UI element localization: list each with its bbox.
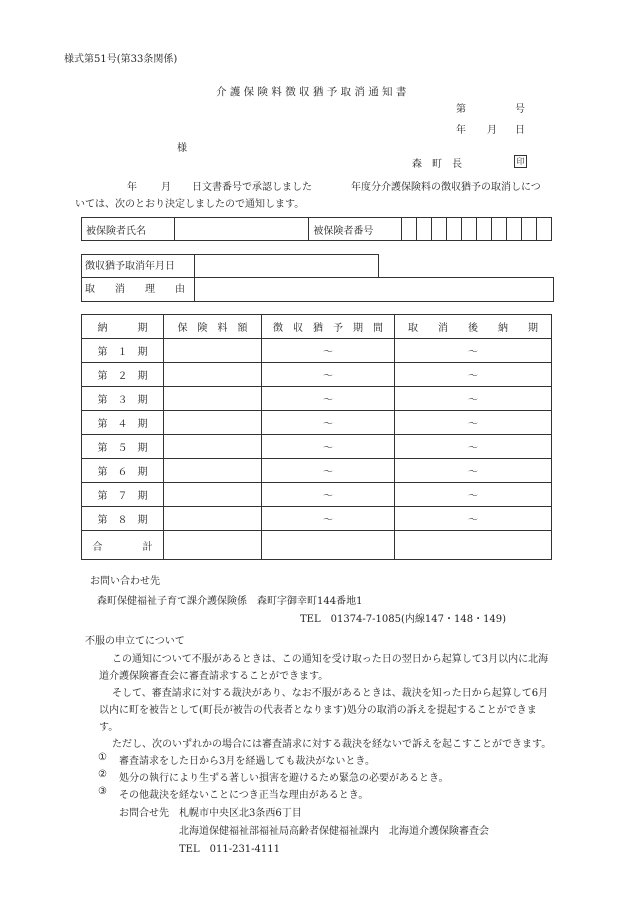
insured-number-digit[interactable]: [402, 218, 417, 241]
addressee-suffix: 様: [177, 143, 187, 154]
appeal-item-number: ②: [98, 769, 107, 780]
deferral-cell: ～: [262, 435, 395, 459]
insured-number-digit[interactable]: [417, 218, 432, 241]
appeal-line: ただし、次のいずれかの場合には審査請求に対する裁決を経ないで訴えを起こすことができます。: [112, 739, 552, 750]
appeal-item-text: 処分の執行により生ずる著しい損害を避けるため緊急の必要があるとき。: [119, 773, 449, 784]
date-day: 日: [515, 125, 525, 136]
insured-number-digit[interactable]: [432, 218, 447, 241]
appeal-item-number: ③: [98, 786, 107, 797]
premium-cell[interactable]: [164, 483, 262, 507]
deferral-cell: ～: [262, 507, 395, 531]
appeal-line: 以内に町を被告として(町長が被告の代表者となります)処分の取消の訴えを提起することができま: [99, 705, 537, 716]
insured-number-digit[interactable]: [506, 218, 521, 241]
appeal-line: す。: [99, 722, 119, 733]
premium-cell[interactable]: [164, 507, 262, 531]
table-row: [82, 459, 552, 483]
cancel-date-label: 徴収猶予取消年月日: [82, 255, 195, 278]
header-premium: 保 険 料 額: [164, 315, 262, 339]
appeal-line: 道介護保険審査会に審査請求することができます。: [99, 671, 329, 682]
new-due-cell: ～: [395, 363, 552, 387]
premium-cell[interactable]: [164, 435, 262, 459]
cancel-reason-label: 取 消 理 由: [82, 278, 195, 301]
seal-mark: [512, 155, 527, 168]
appeal-item-text: その他裁決を経ないことにつき正当な理由があるとき。: [119, 790, 369, 801]
inquiry-line: 北海道保健福祉部福祉局高齢者保健福祉課内 北海道介護保険審査会: [179, 826, 489, 837]
insured-name-label: 被保険者氏名: [82, 218, 175, 241]
issuer-name: 森 町 長: [412, 159, 462, 170]
deferral-cell: ～: [262, 411, 395, 435]
total-label: 合 計: [82, 531, 164, 560]
insured-number-digit[interactable]: [536, 218, 551, 241]
premium-cell[interactable]: [164, 339, 262, 363]
total-row: [82, 531, 552, 560]
body-text2: 年度分介護保険料の徴収猶予の取消しにつ: [351, 182, 541, 193]
insured-number-label: 被保険者番号: [309, 218, 402, 241]
doc-no-prefix: 第: [456, 104, 466, 115]
period-cell: 第 １ 期: [82, 339, 164, 363]
inquiry-line: TEL 011-231-4111: [179, 844, 280, 855]
insured-number-digit[interactable]: [447, 218, 462, 241]
table-row: [82, 411, 552, 435]
date-month: 月: [487, 125, 497, 136]
insured-name-field[interactable]: [174, 218, 309, 241]
body-month: 月: [161, 182, 171, 193]
form-number: 様式第51号(第33条関係): [64, 54, 178, 65]
table-row: [82, 339, 552, 363]
period-cell: 第 ５ 期: [82, 435, 164, 459]
header-period: 納 期: [82, 315, 164, 339]
deferral-cell: ～: [262, 339, 395, 363]
premium-cell[interactable]: [164, 387, 262, 411]
body-line2: いては、次のとおり決定しましたので通知します。: [75, 199, 305, 210]
period-cell: 第 ８ 期: [82, 507, 164, 531]
seal-icon: 印: [514, 155, 527, 168]
inquiry-line: 札幌市中央区北3条西6丁目: [179, 808, 302, 819]
header-deferral-period: 徴 収 猶 予 期 間: [262, 315, 395, 339]
period-cell: 第 ６ 期: [82, 459, 164, 483]
period-cell: 第 ３ 期: [82, 387, 164, 411]
deferral-cell: ～: [262, 459, 395, 483]
deferral-cell: ～: [262, 363, 395, 387]
contact-line2: TEL 01374-7-1085(内線147・148・149): [300, 614, 507, 625]
new-due-cell: ～: [395, 339, 552, 363]
insured-number-digit[interactable]: [462, 218, 477, 241]
deferral-cell: ～: [262, 483, 395, 507]
insured-number-digit[interactable]: [521, 218, 536, 241]
insured-number-digit[interactable]: [491, 218, 506, 241]
new-due-cell: ～: [395, 483, 552, 507]
new-due-cell: ～: [395, 459, 552, 483]
table-row: [82, 363, 552, 387]
appeal-item-text: 審査請求をした日から3月を経過しても裁決がないとき。: [119, 756, 375, 767]
total-premium-cell[interactable]: [164, 531, 262, 560]
document-title: 介 護 保 険 料 徴 収 猶 予 取 消 通 知 書: [216, 86, 407, 98]
cancel-reason-row: [81, 277, 554, 302]
issuer: [412, 155, 462, 170]
body-text1: 日文書番号で承認しました: [192, 182, 312, 193]
table-row: [82, 435, 552, 459]
new-due-cell: ～: [395, 507, 552, 531]
contact-line1: 森町保健福祉子育て課介護保険係 森町字御幸町144番地1: [97, 596, 363, 607]
appeal-item-number: ①: [98, 752, 107, 763]
period-cell: 第 ４ 期: [82, 411, 164, 435]
cancel-date-row: [81, 254, 379, 278]
total-new-due-cell: [395, 531, 552, 560]
premium-cell[interactable]: [164, 411, 262, 435]
premium-cell[interactable]: [164, 459, 262, 483]
doc-no-suffix: 号: [515, 104, 525, 115]
header-new-due: 取 消 後 納 期: [395, 315, 552, 339]
table-row: [82, 387, 552, 411]
deferral-cell: ～: [262, 387, 395, 411]
premium-cell[interactable]: [164, 363, 262, 387]
appeal-line: そして、審査請求に対する裁決があり、なお不服があるときは、裁決を知った日から起算して6月: [112, 688, 549, 699]
contact-heading: お問い合わせ先: [90, 576, 160, 587]
new-due-cell: ～: [395, 387, 552, 411]
table-row: [82, 507, 552, 531]
table-row: [82, 483, 552, 507]
appeal-line: この通知について不服があるときは、この通知を受け取った日の翌日から起算して3月以内に北海: [112, 654, 549, 665]
body-year: 年: [127, 182, 137, 193]
insured-number-digit[interactable]: [476, 218, 491, 241]
appeal-heading: 不服の申立てについて: [85, 636, 185, 647]
new-due-cell: ～: [395, 411, 552, 435]
date-year: 年: [456, 125, 466, 136]
period-cell: 第 ２ 期: [82, 363, 164, 387]
inquiry-label: お問合せ先: [119, 808, 169, 819]
total-deferral-cell: [262, 531, 395, 560]
insured-table: [81, 217, 552, 241]
schedule-table: [81, 314, 552, 560]
period-cell: 第 ７ 期: [82, 483, 164, 507]
new-due-cell: ～: [395, 435, 552, 459]
